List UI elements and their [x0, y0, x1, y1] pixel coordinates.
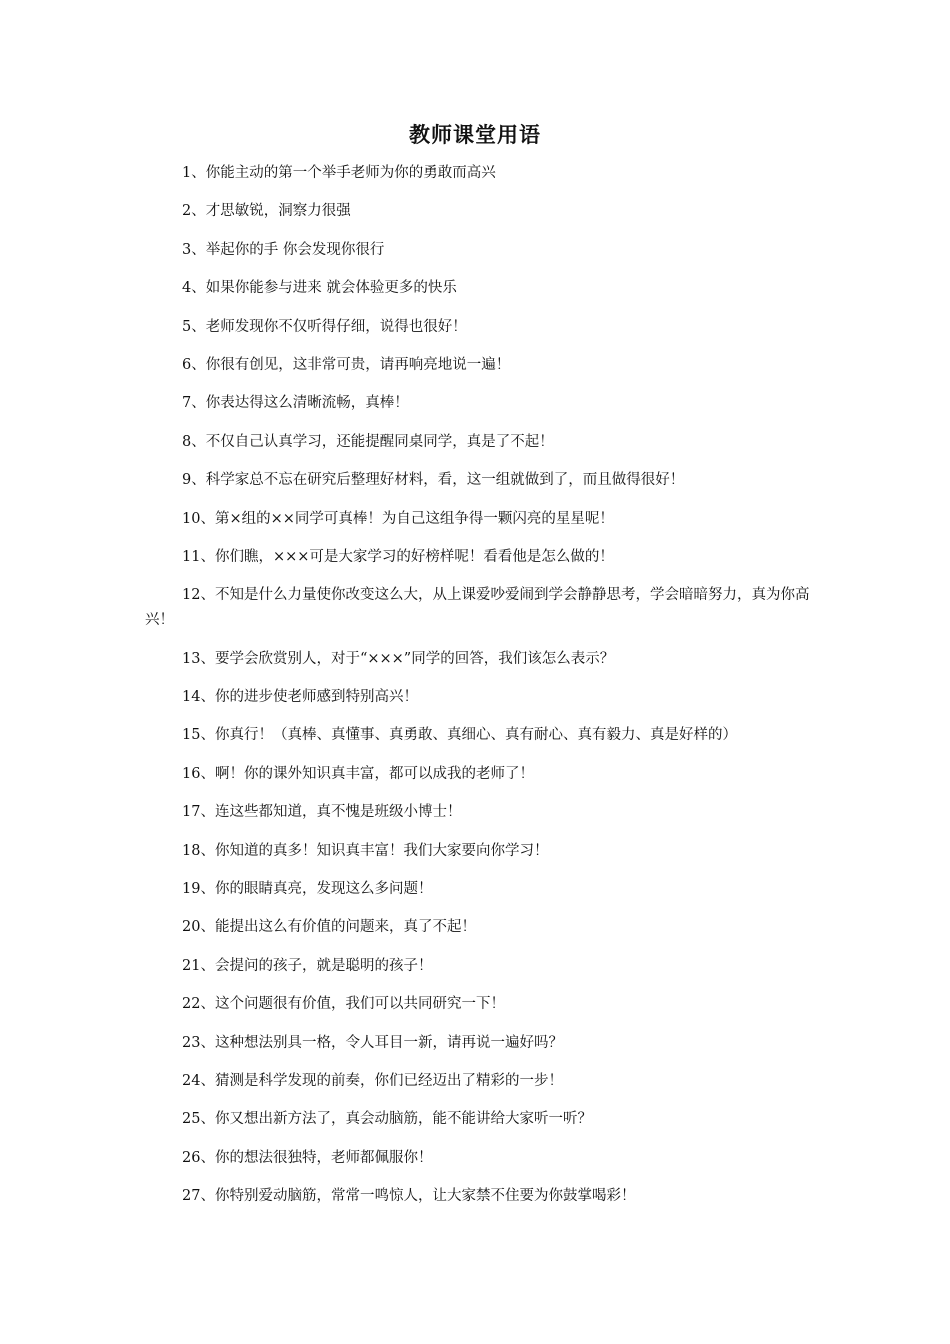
- list-item: 27、你特别爱动脑筋，常常一鸣惊人，让大家禁不住要为你鼓掌喝彩！: [182, 1188, 636, 1205]
- list-item: 18、你知道的真多！知识真丰富！我们大家要向你学习！: [182, 842, 549, 859]
- list-item: 19、你的眼睛真亮，发现这么多问题！: [182, 881, 433, 898]
- page-title: 教师课堂用语: [409, 123, 541, 147]
- phrase-list: [145, 161, 835, 1223]
- list-item: 6、你很有创见，这非常可贵，请再响亮地说一遍！: [182, 356, 511, 373]
- list-item: 14、你的进步使老师感到特别高兴！: [182, 689, 418, 706]
- list-item: 5、老师发现你不仅听得仔细，说得也很好！: [182, 318, 467, 335]
- list-item: 15、你真行！（真棒、真懂事、真勇敢、真细心、真有耐心、真有毅力、真是好样的）: [182, 727, 737, 744]
- list-item: 9、科学家总不忘在研究后整理好材料，看，这一组就做到了，而且做得很好！: [182, 472, 685, 489]
- list-item: 17、连这些都知道，真不愧是班级小博士！: [182, 804, 462, 821]
- list-item: 2、才思敏锐，洞察力很强: [182, 203, 351, 220]
- list-item: 21、会提问的孩子，就是聪明的孩子！: [182, 957, 433, 974]
- list-item: 3、举起你的手 你会发现你很行: [182, 241, 385, 258]
- list-item: 24、猜测是科学发现的前奏，你们已经迈出了精彩的一步！: [182, 1072, 563, 1089]
- list-item: 23、这种想法别具一格，令人耳目一新，请再说一遍好吗？: [182, 1034, 563, 1051]
- list-item: 11、你们瞧，×××可是大家学习的好榜样呢！看看他是怎么做的！: [182, 548, 614, 565]
- list-item: 8、不仅自己认真学习，还能提醒同桌同学，真是了不起！: [182, 433, 554, 450]
- list-item: 25、你又想出新方法了，真会动脑筋，能不能讲给大家听一听？: [182, 1111, 592, 1128]
- list-item: 13、要学会欣赏别人，对于“×××”同学的回答，我们该怎么表示？: [182, 650, 615, 667]
- list-item: 12、不知是什么力量使你改变这么大，从上课爱吵爱闹到学会静静思考，学会暗暗努力，真为你高兴！: [145, 587, 810, 629]
- list-item: 20、能提出这么有价值的问题来，真了不起！: [182, 919, 476, 936]
- list-item: 10、第×组的××同学可真棒！为自己这组争得一颗闪亮的星星呢！: [182, 510, 614, 527]
- list-item: 16、啊！你的课外知识真丰富，都可以成我的老师了！: [182, 765, 534, 782]
- list-item: 22、这个问题很有价值，我们可以共同研究一下！: [182, 996, 505, 1013]
- list-item: 1、你能主动的第一个举手老师为你的勇敢而高兴: [182, 165, 496, 181]
- list-item: 4、如果你能参与进来 就会体验更多的快乐: [182, 280, 457, 297]
- list-item: 26、你的想法很独特，老师都佩服你！: [182, 1149, 433, 1166]
- list-item: 7、你表达得这么清晰流畅，真棒！: [182, 395, 409, 412]
